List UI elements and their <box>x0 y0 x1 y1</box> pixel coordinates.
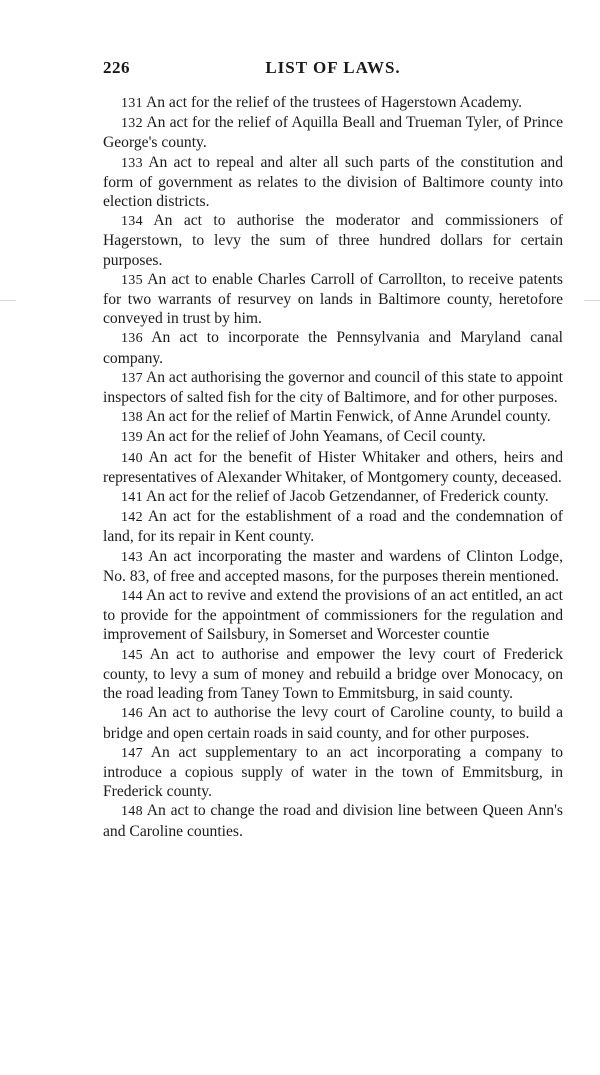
law-title: An act authorising the governor and council of this state to appoint inspectors of salted fish for the city of Baltimore, and for other purposes. <box>103 368 563 407</box>
law-title: An act supplementary to an act incorporating a company to introduce a copious supply of water in the town of Emmitsburg, in Frederick county. <box>103 743 563 801</box>
law-number: 145 <box>121 647 143 663</box>
law-title: An act to authorise the levy court of Caroline county, to build a bridge and open certain roads in said county, and for other purposes. <box>103 704 564 742</box>
page-number: 226 <box>103 58 130 77</box>
law-entry <box>103 93 563 113</box>
law-title: An act for the establishment of a road and the condemnation of land, for its repair in Kent county. <box>103 508 563 546</box>
law-entry <box>103 113 563 152</box>
law-entry <box>103 328 563 367</box>
law-number: 137 <box>121 370 143 386</box>
law-number: 140 <box>121 450 143 466</box>
law-title: An act for the relief of John Yeamans, of Cecil county. <box>145 428 486 446</box>
law-number: 141 <box>121 490 143 506</box>
law-entry <box>103 153 563 212</box>
law-number: 148 <box>121 804 143 820</box>
law-entry <box>103 270 563 329</box>
law-title: An act to revive and extend the provisions of an act entitled, an act to provide for the appointment of commissioners for the regulation and improvement of Sailsbury, in Somerset and Worcester countie <box>103 587 563 644</box>
law-entry <box>103 801 563 840</box>
law-entry <box>103 507 563 546</box>
law-title: An act for the benefit of Hister Whitaker and others, heirs and representatives of Alexander Whitaker, of Montgomery county, deceased. <box>103 448 563 486</box>
law-number: 146 <box>121 706 143 722</box>
law-entry <box>103 703 563 742</box>
law-title: An act for the relief of Martin Fenwick, of Anne Arundel county. <box>145 408 551 426</box>
law-entry <box>103 368 563 407</box>
law-title: An act to enable Charles Carroll of Carrollton, to receive patents for two warrants of resurvey on lands in Baltimore county, heretofore conveyed in trust by him. <box>103 270 563 328</box>
law-title: An act for the relief of the trustees of Hagerstown Academy. <box>145 94 523 111</box>
law-entry <box>103 448 563 487</box>
page-header <box>103 58 563 82</box>
law-title: An act to authorise the moderator and commissioners of Hagerstown, to levy the sum of three hundred dollars for certain purposes. <box>103 212 563 269</box>
law-title: An act incorporating the master and wardens of Clinton Lodge, No. 83, of free and accepted masons, for the purposes therein mentioned. <box>103 547 563 585</box>
law-number: 132 <box>121 116 143 132</box>
law-number: 135 <box>121 272 143 288</box>
law-entry <box>103 427 563 447</box>
law-title: An act for the relief of Aquilla Beall and Trueman Tyler, of Prince George's county. <box>103 114 563 152</box>
margin-rule <box>584 300 600 301</box>
law-title: An act to incorporate the Pennsylvania and Maryland canal company. <box>103 329 563 367</box>
law-number: 139 <box>121 430 143 446</box>
margin-rule <box>0 300 16 301</box>
law-entry <box>103 407 563 427</box>
law-number: 136 <box>121 331 143 347</box>
law-number: 133 <box>121 155 143 171</box>
law-entry <box>103 547 563 586</box>
law-entry <box>103 645 563 704</box>
law-number: 143 <box>121 549 143 565</box>
law-list <box>103 93 563 841</box>
law-title: An act to change the road and division line between Queen Ann's and Caroline counties. <box>103 802 563 840</box>
law-number: 138 <box>121 410 143 426</box>
law-title: An act for the relief of Jacob Getzendanner, of Frederick county. <box>145 488 549 506</box>
law-title: An act to authorise and empower the levy court of Frederick county, to levy a sum of money and rebuild a bridge over Monocacy, on the road leading from Taney Town to Emmitsburg, in said county. <box>103 645 564 703</box>
law-entry <box>103 211 563 270</box>
running-head-title: LIST OF LAWS. <box>265 58 401 77</box>
law-entry <box>103 487 563 507</box>
law-entry <box>103 743 563 802</box>
law-number: 134 <box>121 214 143 230</box>
law-number: 144 <box>121 589 143 605</box>
law-entry <box>103 586 563 645</box>
law-title: An act to repeal and alter all such parts of the constitution and form of government as relates to the division of Baltimore county into election districts. <box>103 153 563 211</box>
law-number: 147 <box>121 745 143 761</box>
law-number: 131 <box>121 96 143 111</box>
law-number: 142 <box>121 510 143 526</box>
